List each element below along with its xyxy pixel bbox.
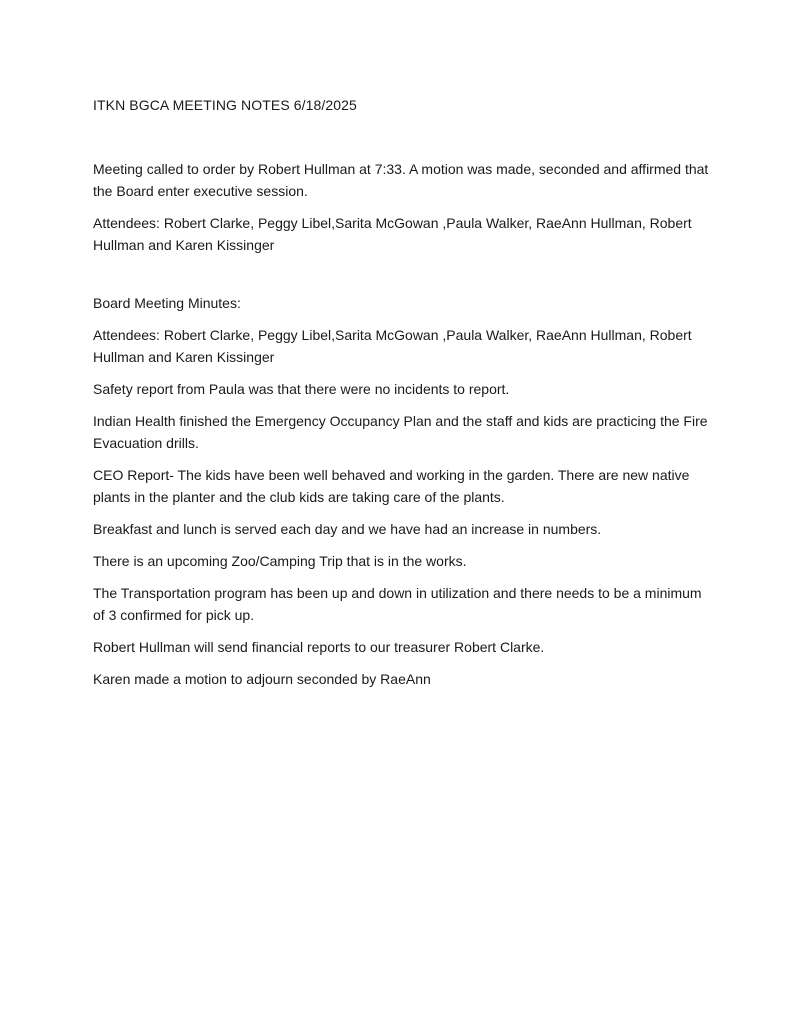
executive-session-attendees: Attendees: Robert Clarke, Peggy Libel,Sarita McGowan ,Paula Walker, RaeAnn Hullman, Robert Hullman and Karen Kissinger [93,215,692,253]
minutes-item-adjourn: Karen made a motion to adjourn seconded by RaeAnn [93,671,431,687]
board-minutes-attendees: Attendees: Robert Clarke, Peggy Libel,Sarita McGowan ,Paula Walker, RaeAnn Hullman, Robert Hullman and Karen Kissinger [93,327,692,365]
minutes-item-safety-report: Safety report from Paula was that there were no incidents to report. [93,381,510,397]
minutes-item-meals: Breakfast and lunch is served each day and we have had an increase in numbers. [93,521,602,537]
board-minutes-heading: Board Meeting Minutes: [93,295,241,311]
document-title: ITKN BGCA MEETING NOTES 6/18/2025 [93,97,357,113]
minutes-item-zoo-trip: There is an upcoming Zoo/Camping Trip that is in the works. [93,553,467,569]
section-spacer [93,266,713,292]
call-to-order-paragraph: Meeting called to order by Robert Hullman at 7:33. A motion was made, seconded and affirmed that the Board enter executive session. [93,161,709,199]
document-body [93,94,713,700]
minutes-item-emergency-plan: Indian Health finished the Emergency Occupancy Plan and the staff and kids are practicing the Fire Evacuation drills. [93,413,708,451]
minutes-item-ceo-report: CEO Report- The kids have been well behaved and working in the garden. There are new native plants in the planter and the club kids are taking care of the plants. [93,467,690,505]
minutes-item-financial-reports: Robert Hullman will send financial reports to our treasurer Robert Clarke. [93,639,545,655]
minutes-item-transportation: The Transportation program has been up and down in utilization and there needs to be a minimum of 3 confirmed for pick up. [93,585,702,623]
